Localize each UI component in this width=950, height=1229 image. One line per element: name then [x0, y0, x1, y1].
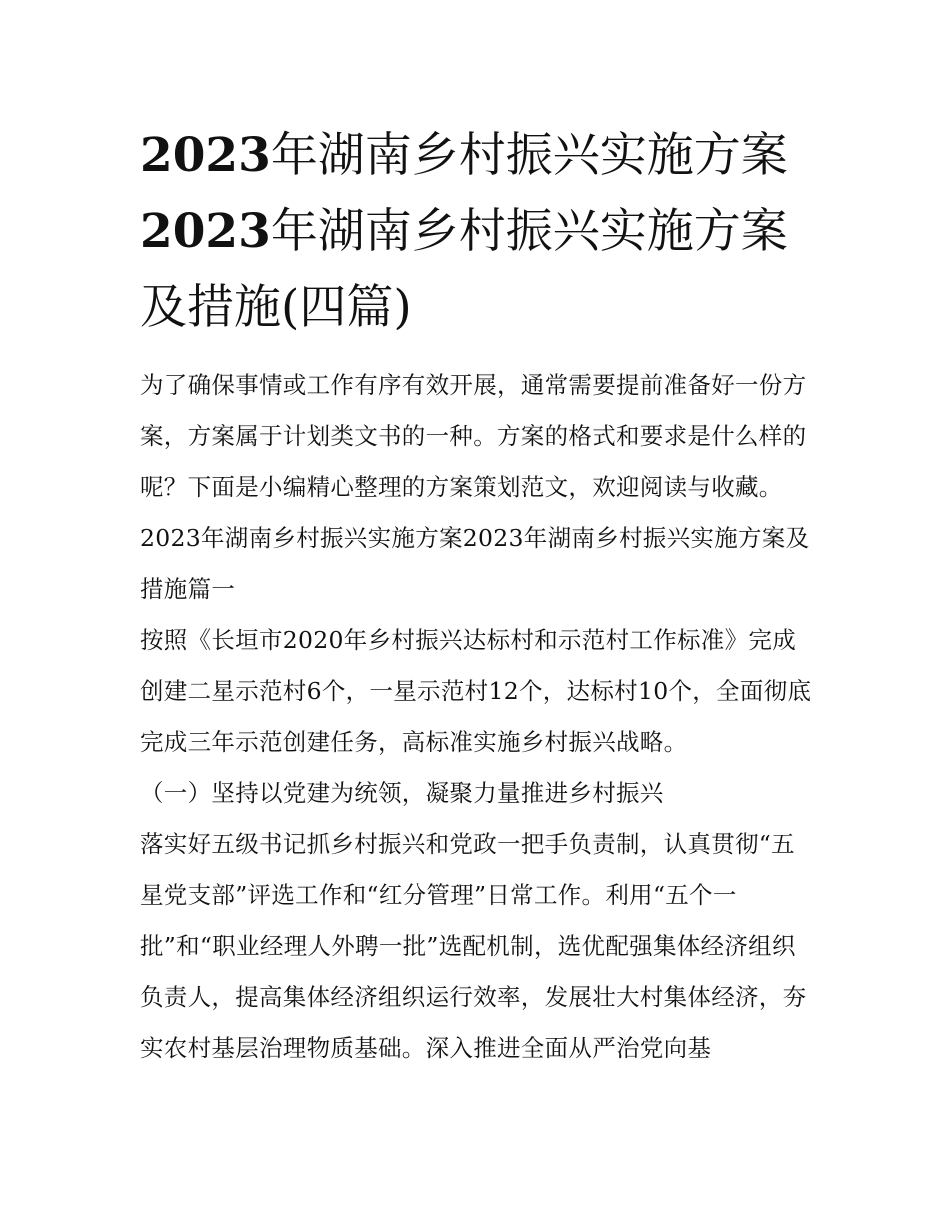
title-text-2: 年湖南乡村振兴实施方案: [270, 204, 788, 259]
body-paragraph: 落实好五级书记抓乡村振兴和党政一把手负责制，认真贯彻“五星党支部”评选工作和“红分管理”日常工作。利用“五个一批”和“职业经理人外聘一批”选配机制，选优配强集体经济组织负责人，提高集体经济组织运行效率，发展壮大村集体经济，夯实农村基层治理物质基础。深入推进全面从严治党向基: [140, 830, 807, 1062]
title-year-1: 2023: [140, 128, 271, 183]
title-year-2: 2023: [140, 204, 271, 259]
subsection-heading: （一）坚持以党建为统领，凝聚力量推进乡村振兴: [140, 779, 664, 807]
document-title: [140, 118, 815, 346]
section-heading: 2023年湖南乡村振兴实施方案2023年湖南乡村振兴实施方案及措施篇一: [140, 524, 810, 603]
document-body: [140, 118, 815, 1074]
title-text-3: 及措施(四篇): [140, 280, 412, 335]
intro-paragraph: 为了确保事情或工作有序有效开展，通常需要提前准备好一份方案，方案属于计划类文书的一种。方案的格式和要求是什么样的呢？下面是小编精心整理的方案策划范文，欢迎阅读与收藏。: [140, 371, 807, 501]
title-text-1: 年湖南乡村振兴实施方案: [270, 128, 788, 183]
body-paragraph: 按照《长垣市2020年乡村振兴达标村和示范村工作标准》完成创建二星示范村6个，一星示范村12个，达标村10个，全面彻底完成三年示范创建任务，高标准实施乡村振兴战略。: [140, 626, 812, 756]
